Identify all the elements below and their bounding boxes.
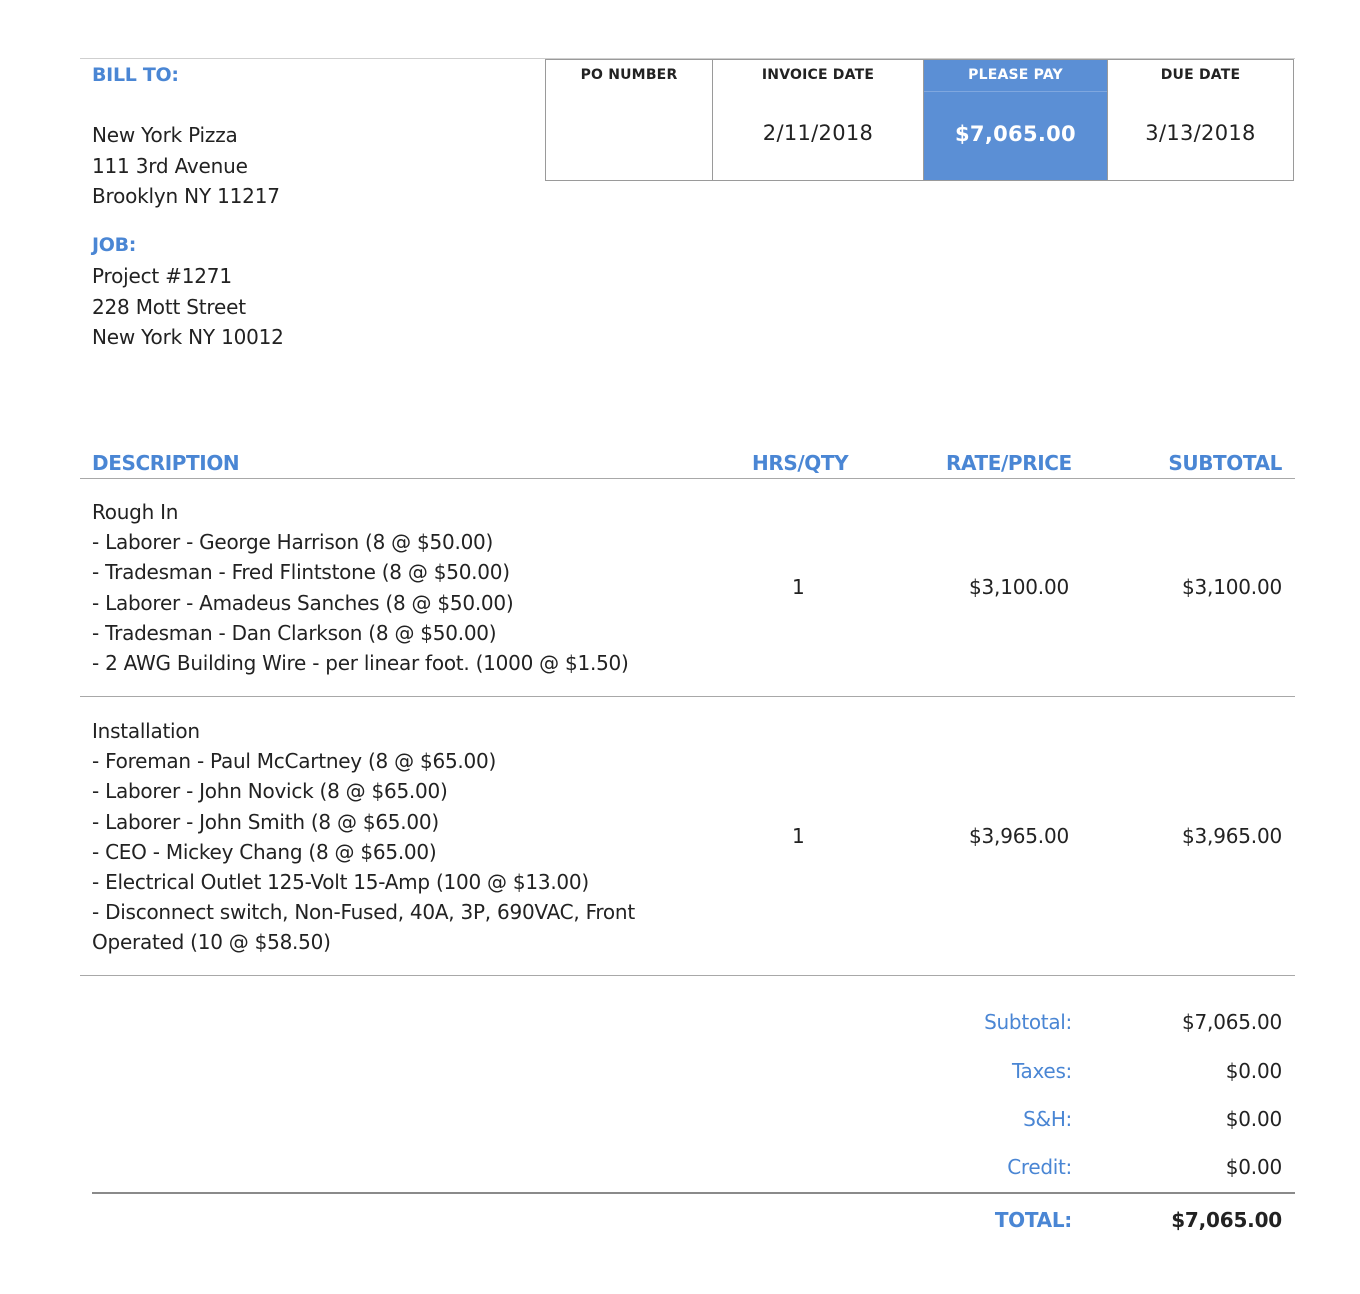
item-line: - Tradesman - Fred Flintstone (8 @ $50.00): [92, 560, 510, 585]
due-date-value: 3/13/2018: [1145, 121, 1256, 145]
item-line: - Laborer - George Harrison (8 @ $50.00): [92, 530, 494, 555]
item-line: - Tradesman - Dan Clarkson (8 @ $50.00): [92, 620, 497, 645]
due-date-cell: [1107, 60, 1293, 180]
job-label: JOB:: [92, 234, 137, 256]
total-value: $7,065.00: [1171, 1208, 1282, 1232]
credit-value: $0.00: [1225, 1155, 1282, 1179]
column-header-rate: RATE/PRICE: [946, 451, 1072, 475]
row-divider: [80, 975, 1295, 976]
invoice-date-label: INVOICE DATE: [761, 67, 875, 83]
bill-to-line: 111 3rd Avenue: [92, 153, 248, 178]
item-line: - CEO - Mickey Chang (8 @ $65.00): [92, 839, 437, 864]
taxes-label: Taxes:: [1011, 1059, 1072, 1083]
due-date-label: DUE DATE: [1160, 67, 1241, 83]
shipping-label: S&H:: [1023, 1107, 1072, 1131]
job-line: 228 Mott Street: [92, 294, 246, 319]
invoice-info-table: [545, 59, 1294, 181]
item-line: Operated (10 @ $58.50): [92, 930, 331, 955]
item-rate: $3,100.00: [969, 575, 1069, 599]
item-line: - 2 AWG Building Wire - per linear foot. (1000 @ $1.50): [92, 651, 629, 676]
bill-to-label: BILL TO:: [92, 64, 179, 86]
job-line: Project #1271: [92, 264, 232, 288]
please-pay-value: $7,065.00: [955, 122, 1076, 146]
item-subtotal: $3,100.00: [1182, 575, 1282, 599]
total-divider: [92, 1192, 1295, 1194]
item-line: - Laborer - John Smith (8 @ $65.00): [92, 809, 439, 834]
item-line: - Disconnect switch, Non-Fused, 40A, 3P, 690VAC, Front: [92, 900, 635, 925]
taxes-value: $0.00: [1225, 1059, 1282, 1083]
column-header-description: DESCRIPTION: [92, 451, 240, 475]
job-address: [92, 261, 284, 353]
bill-to-line: New York Pizza: [92, 123, 238, 147]
subtotal-label: Subtotal:: [984, 1010, 1072, 1034]
item-subtotal: $3,965.00: [1182, 824, 1282, 848]
invoice-date-value: 2/11/2018: [762, 121, 874, 145]
item-line: - Laborer - John Novick (8 @ $65.00): [92, 779, 448, 804]
column-header-qty: HRS/QTY: [752, 451, 849, 475]
please-pay-cell: [923, 60, 1107, 180]
credit-label: Credit:: [1007, 1155, 1072, 1179]
bill-to-address: [92, 120, 280, 212]
please-pay-label: PLEASE PAY: [924, 60, 1107, 92]
po-number-cell: [546, 60, 712, 180]
invoice-date-cell: [712, 60, 923, 180]
bill-to-line: Brooklyn NY 11217: [92, 184, 280, 208]
shipping-value: $0.00: [1225, 1107, 1282, 1131]
item-line: Installation: [92, 719, 200, 743]
item-qty: 1: [792, 575, 805, 599]
item-qty: 1: [792, 824, 805, 848]
item-description: [92, 497, 682, 678]
total-label: TOTAL:: [994, 1208, 1072, 1232]
po-number-label: PO NUMBER: [580, 67, 678, 83]
item-line: Rough In: [92, 500, 179, 524]
column-header-subtotal: SUBTOTAL: [1168, 451, 1282, 475]
item-line: - Foreman - Paul McCartney (8 @ $65.00): [92, 749, 497, 774]
subtotal-value: $7,065.00: [1182, 1010, 1282, 1034]
row-divider: [80, 696, 1295, 697]
job-line: New York NY 10012: [92, 325, 284, 349]
item-line: - Laborer - Amadeus Sanches (8 @ $50.00): [92, 590, 514, 615]
header-divider: [80, 478, 1295, 479]
item-description: [92, 716, 682, 958]
item-line: - Electrical Outlet 125-Volt 15-Amp (100 @ $13.00): [92, 870, 589, 895]
item-rate: $3,965.00: [969, 824, 1069, 848]
